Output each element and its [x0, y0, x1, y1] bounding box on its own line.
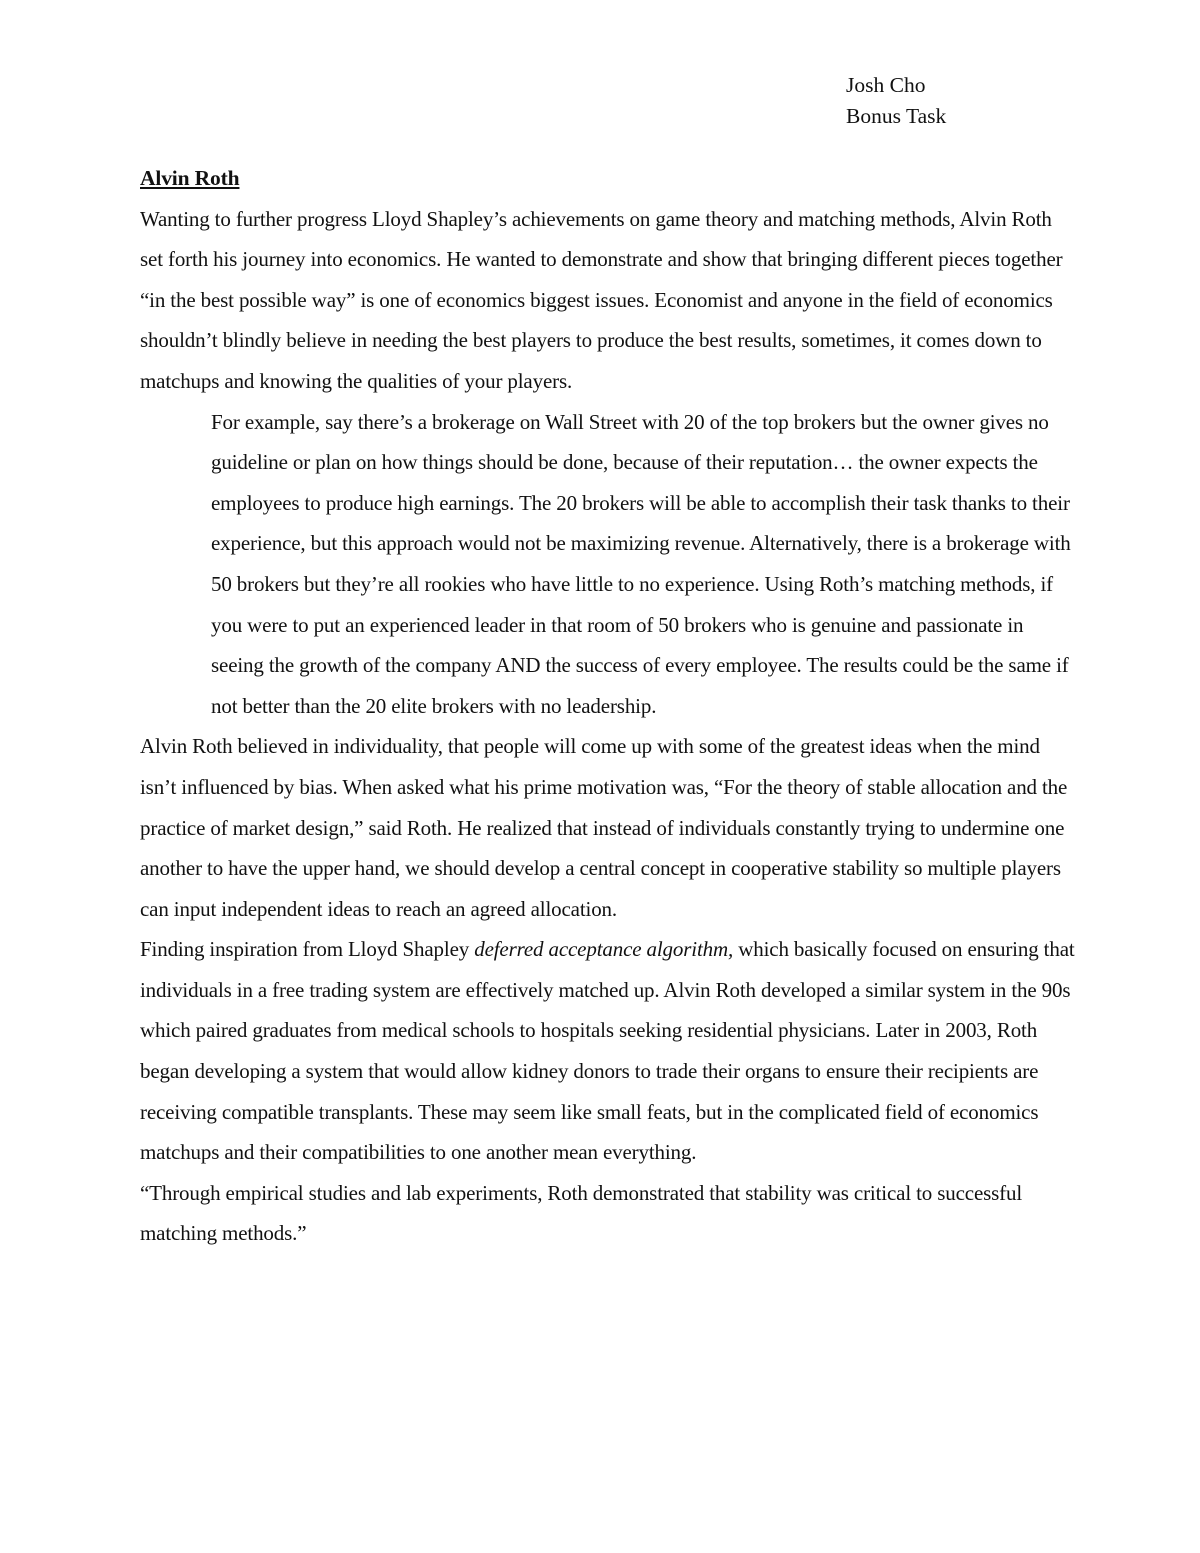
document-title: Alvin Roth	[140, 166, 240, 190]
assignment-name: Bonus Task	[846, 104, 947, 128]
paragraph-quote: “Through empirical studies and lab experiments, Roth demonstrated that stability was critical to successful matching methods.”	[140, 1180, 1023, 1246]
paragraph-intro: Wanting to further progress Lloyd Shapley’s achievements on game theory and matching methods, Alvin Roth set forth his journey into economics. He wanted to demonstrate and show that bringing different pieces together “in the best possible way” is one of economics biggest issues. Economist and anyone in the field of economics shouldn’t blindly believe in needing the best players to produce the best results, sometimes, it comes down to matchups and knowing the qualities of your players.	[140, 206, 1063, 393]
algorithm-term: deferred acceptance algorithm,	[474, 937, 734, 962]
author-name: Josh Cho	[846, 73, 926, 97]
paragraph-inspiration-rest: which basically focused on ensuring that individuals in a free trading system are effectively matched up. Alvin Roth developed a similar system in the 90s which paired graduates from medical schools to hospitals seeking residential physicians. Later in 2003, Roth began developing a system that would allow kidney donors to trade their organs to ensure their recipients are receiving compatible transplants. These may seem like small feats, but in the complicated field of economics matchups and their compatibilities to one another mean everything.	[140, 937, 1075, 1165]
document-body	[140, 158, 1075, 1254]
paragraph-inspiration-start: Finding inspiration from Lloyd Shapley	[140, 937, 475, 962]
header-block	[846, 70, 946, 132]
paragraph-example: For example, say there’s a brokerage on Wall Street with 20 of the top brokers but the owner gives no guideline or plan on how things should be done, because of their reputation… the owner expects the employees to produce high earnings. The 20 brokers will be able to accomplish their task thanks to their experience, but this approach would not be maximizing revenue. Alternatively, there is a brokerage with 50 brokers but they’re all rookies who have little to no experience. Using Roth’s matching methods, if you were to put an experienced leader in that room of 50 brokers who is genuine and passionate in seeing the growth of the company AND the success of every employee. The results could be the same if not better than the 20 elite brokers with no leadership.	[211, 409, 1071, 718]
paragraph-inspiration	[140, 929, 1075, 1173]
paragraph-individuality: Alvin Roth believed in individuality, that people will come up with some of the greatest ideas when the mind isn’t influenced by bias. When asked what his prime motivation was, “For the theory of stable allocation and the practice of market design,” said Roth. He realized that instead of individuals constantly trying to undermine one another to have the upper hand, we should develop a central concept in cooperative stability so multiple players can input independent ideas to reach an agreed allocation.	[140, 734, 1068, 921]
